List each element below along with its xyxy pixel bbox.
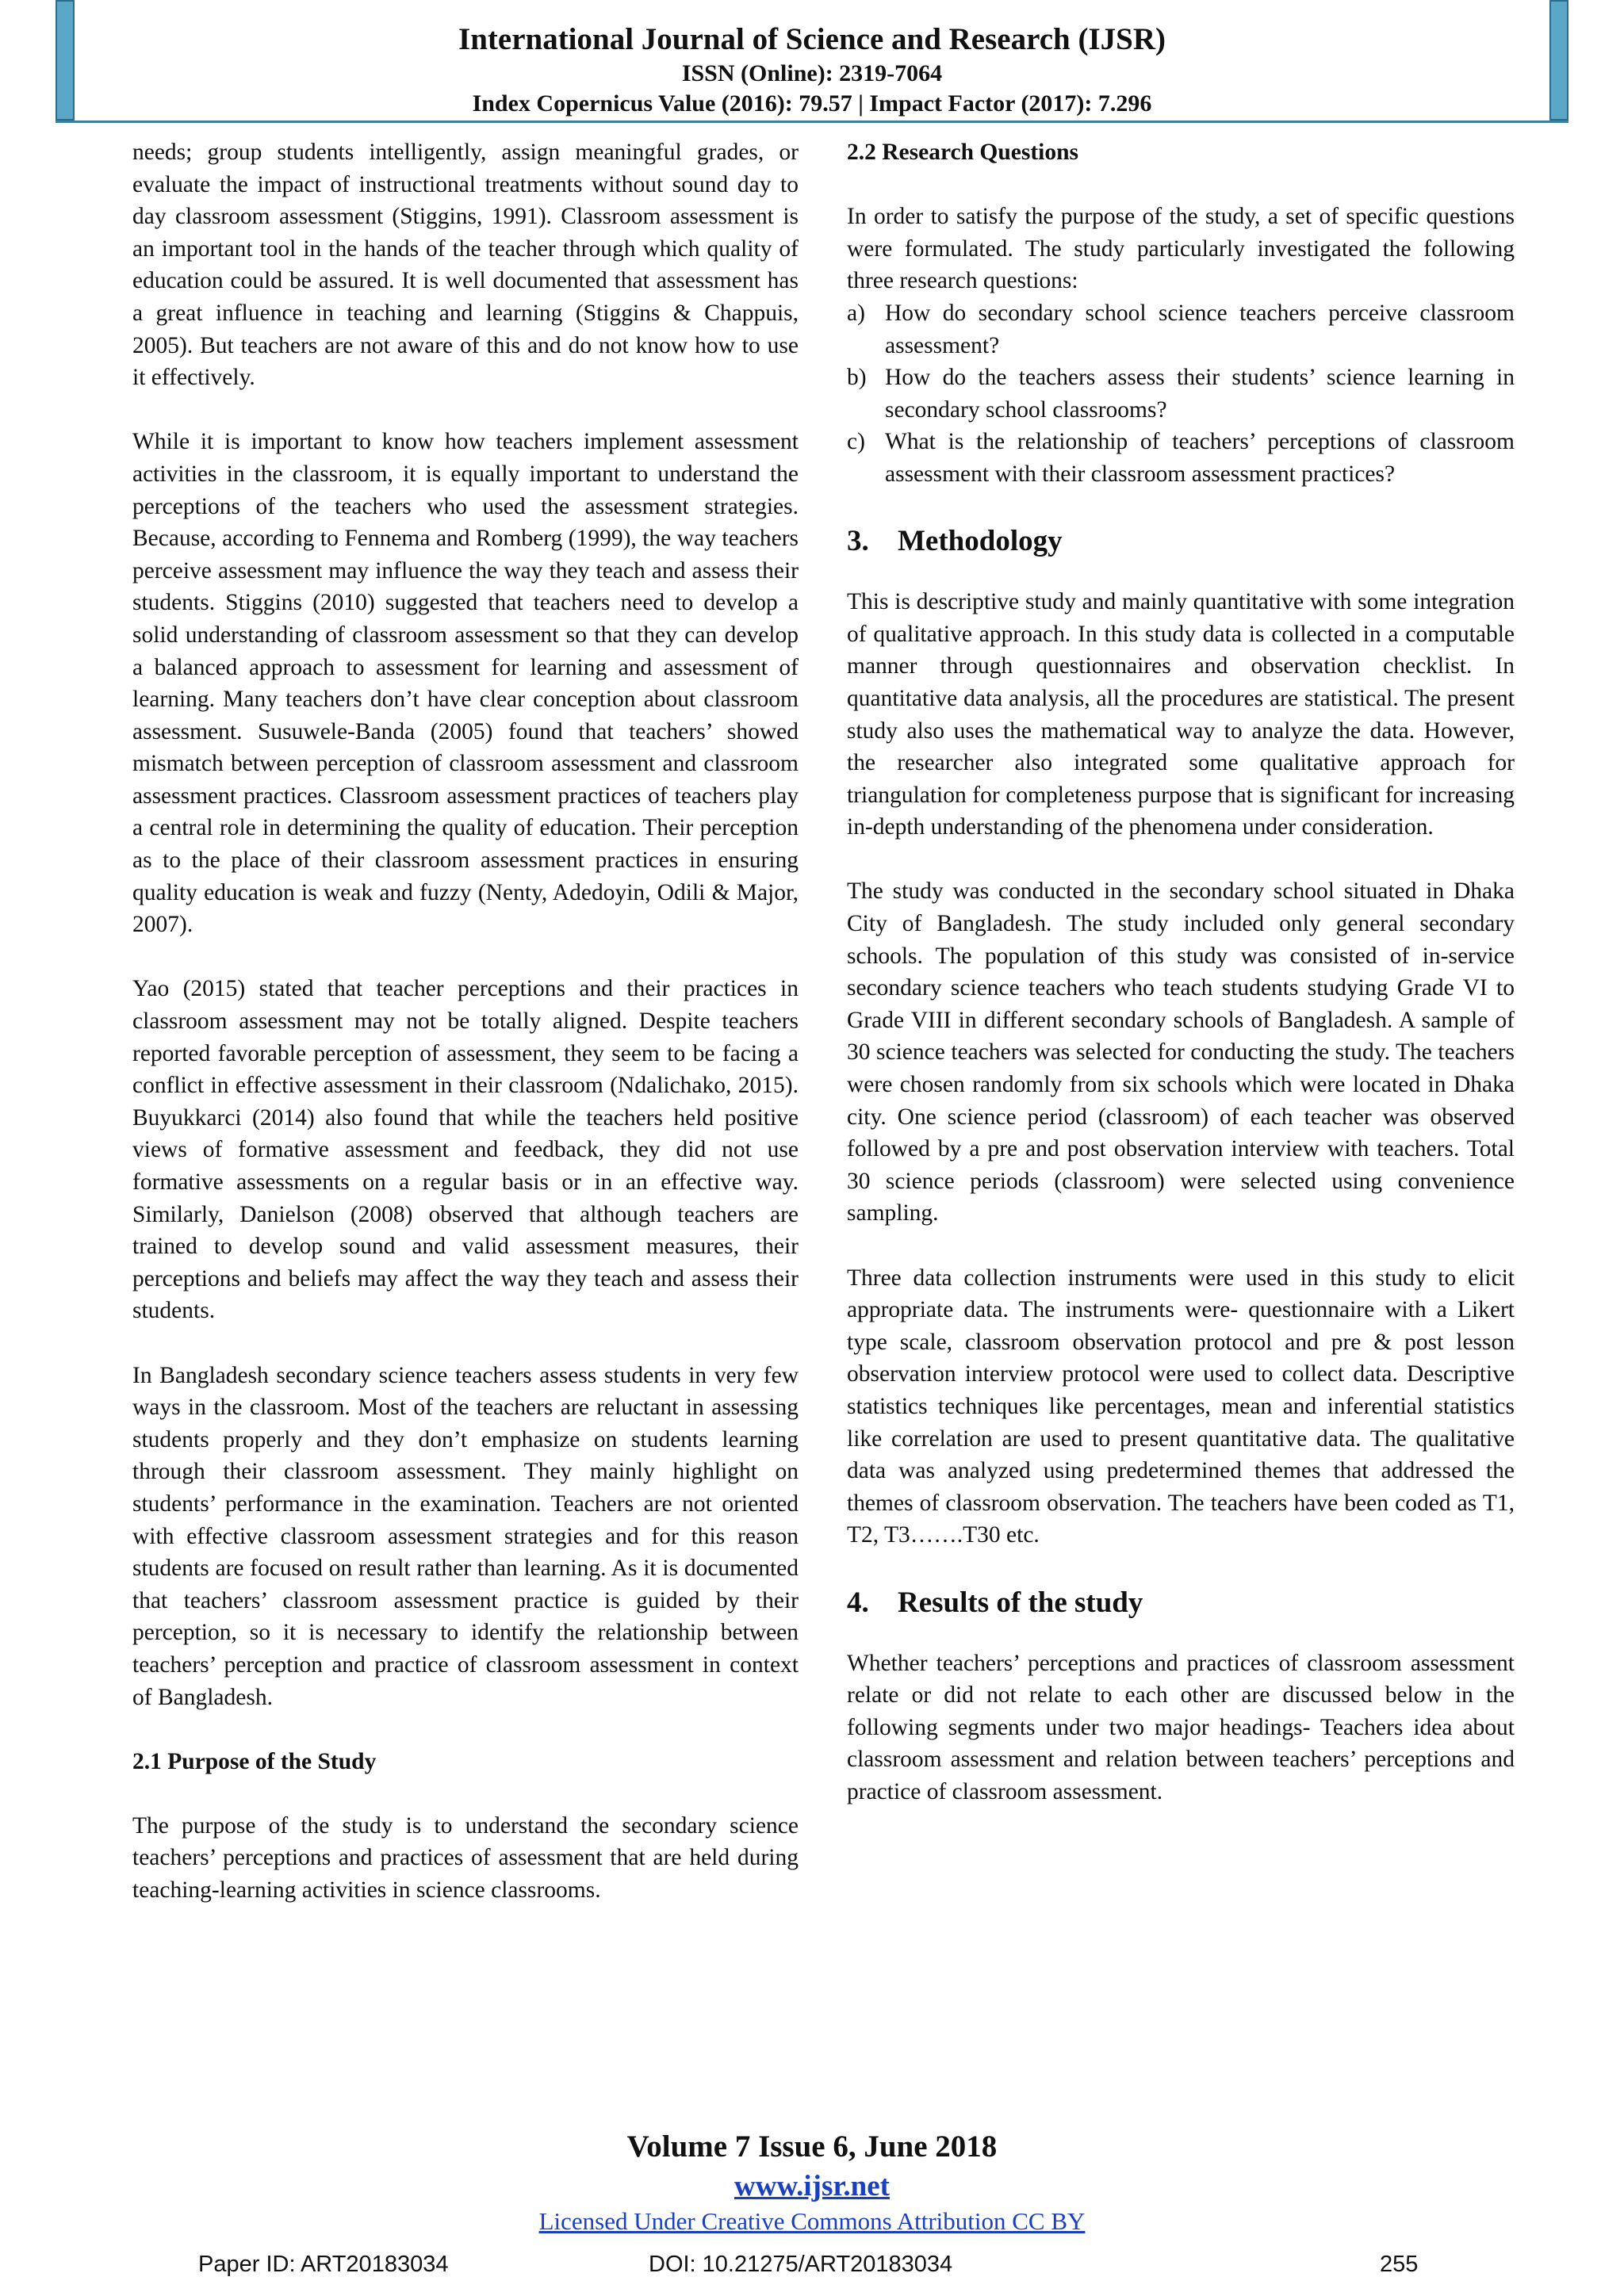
journal-issn: ISSN (Online): 2319-7064	[681, 60, 943, 86]
list-item-label: a)	[847, 300, 865, 326]
footer-volume: Volume 7 Issue 6, June 2018	[626, 2130, 998, 2164]
paragraph: needs; group students intelligently, assign meaningful grades, or evaluate the impact of instructional treatments without sound day to day classroom assessment (Stiggins, 1991). Classroom assessment is an important tool in the hands of the teacher through which quality of education could be assured. It is well documented that assessment has a great influence in teaching and learning (Stiggins & Chappuis, 2005). But teachers are not aware of this and do not know how to use it effectively.	[132, 140, 799, 391]
section-number: 4.	[847, 1586, 869, 1619]
journal-title: International Journal of Science and Research (IJSR)	[458, 22, 1166, 56]
list-item	[847, 297, 1515, 362]
list-item-label: c)	[847, 429, 865, 455]
section-title: Methodology	[898, 525, 1063, 558]
paragraph: The study was conducted in the secondary school situated in Dhaka City of Bangladesh. The study included only general secondary schools. The population of this study was consisted of in-service secondary science teachers who teach students studying Grade VI to Grade VIII in different secondary schools of Bangladesh. A sample of 30 science teachers was selected for conducting the study. The teachers were chosen randomly from six schools which were located in Dhaka city. One science period (classroom) of each teacher was observed followed by a pre and post observation interview with teachers. Total 30 science periods (classroom) were selected using convenience sampling.	[847, 878, 1515, 1226]
footer-doi: DOI: 10.21275/ART20183034	[649, 2252, 953, 2277]
list-item-text: How do secondary school science teachers perceive classroom assessment?	[885, 300, 1515, 358]
section-title: Results of the study	[898, 1586, 1143, 1619]
list-item	[847, 426, 1515, 490]
right-column	[847, 136, 1515, 1840]
footer-paper-id: Paper ID: ART20183034	[198, 2252, 449, 2277]
paragraph: In order to satisfy the purpose of the study, a set of specific questions were formulated. The study particularly investigated the following three research questions:	[847, 204, 1515, 294]
paragraph: This is descriptive study and mainly quantitative with some integration of qualitative approach. In this study data is collected in a computable manner through questionnaires and observation checklist. In quantitative data analysis, all the procedures are statistical. The present study also uses the mathematical way to analyze the data. However, the researcher also integrated some qualitative approach for triangulation for completeness purpose that is significant for increasing in-depth understanding of the phenomena under consideration.	[847, 589, 1515, 840]
section-heading-3	[847, 522, 1515, 561]
footer-page-number: 255	[1380, 2252, 1419, 2277]
paragraph: In Bangladesh secondary science teachers assess students in very few ways in the classroom. Most of the teachers are reluctant in assessing students properly and they don’t emphasize on students learning through their classroom assessment. They mainly highlight on students’ performance in the examination. Teachers are not oriented with effective classroom assessment strategies and for this reason students are focused on result rather than learning. As it is documented that teachers’ classroom assessment practice is guided by their perception, so it is necessary to identify the relationship between teachers’ perception and practice of classroom assessment in context of Bangladesh.	[132, 1362, 799, 1710]
section-number: 3.	[847, 525, 869, 558]
left-column	[132, 136, 799, 1938]
list-item-text: How do the teachers assess their students’ science learning in secondary school classrooms?	[885, 365, 1515, 423]
footer-website-link[interactable]: www.ijsr.net	[734, 2170, 890, 2202]
footer-license-link[interactable]: Licensed Under Creative Commons Attribution CC BY	[538, 2207, 1086, 2235]
paragraph: The purpose of the study is to understand the secondary science teachers’ perceptions and practices of assessment that are held during teaching-learning activities in science classrooms.	[132, 1812, 799, 1904]
list-item	[847, 362, 1515, 426]
journal-index: Index Copernicus Value (2016): 79.57 | Impact Factor (2017): 7.296	[472, 90, 1152, 117]
list-item-text: What is the relationship of teachers’ perceptions of classroom assessment with their classroom assessment practices?	[885, 429, 1515, 487]
paragraph: Whether teachers’ perceptions and practices of classroom assessment relate or did not relate to each other are discussed below in the following segments under two major headings- Teachers idea about classroom assessment and relation between teachers’ perceptions and practice of classroom assessment.	[847, 1650, 1515, 1804]
research-questions-list	[847, 297, 1515, 491]
header-divider	[56, 121, 1568, 123]
section-heading-2-2: 2.2 Research Questions	[847, 140, 1078, 165]
list-item-label: b)	[847, 365, 867, 391]
section-heading-2-1: 2.1 Purpose of the Study	[132, 1748, 377, 1774]
paragraph: Three data collection instruments were used in this study to elicit appropriate data. The instruments were- questionnaire with a Likert type scale, classroom observation protocol and pre & post lesson observation interview protocol were used to collect data. Descriptive statistics techniques like percentages, mean and inferential statistics like correlation are used to present quantitative data. The qualitative data was analyzed using predetermined themes that addressed the themes of classroom observation. The teachers have been coded as T1, T2, T3…….T30 etc.	[847, 1265, 1515, 1548]
paragraph: While it is important to know how teachers implement assessment activities in the classroom, it is equally important to understand the perceptions of the teachers who used the assessment strategies. Because, according to Fennema and Romberg (1999), the way teachers perceive assessment may influence the way they teach and assess their students. Stiggins (2010) suggested that teachers need to develop a solid understanding of classroom assessment so that they can develop a balanced approach to assessment for learning and assessment of learning. Many teachers don’t have clear conception about classroom assessment. Susuwele-Banda (2005) found that teachers’ showed mismatch between perception of classroom assessment and classroom assessment practices. Classroom assessment practices of teachers play a central role in determining the quality of education. Their perception as to the place of their classroom assessment practices in ensuring quality education is weak and fuzzy (Nenty, Adedoyin, Odili & Major, 2007).	[132, 429, 799, 938]
journal-header	[0, 21, 1624, 119]
paragraph: Yao (2015) stated that teacher perceptions and their practices in classroom assessment may not be totally aligned. Despite teachers reported favorable perception of assessment, they seem to be facing a conflict in effective assessment in their classroom (Ndalichako, 2015). Buyukkarci (2014) also found that while the teachers held positive views of formative assessment and feedback, they did not use formative assessments on a regular basis or in an effective way. Similarly, Danielson (2008) observed that although teachers are trained to develop sound and valid assessment measures, their perceptions and beliefs may affect the way they teach and assess their students.	[132, 976, 799, 1324]
section-heading-4	[847, 1584, 1515, 1622]
